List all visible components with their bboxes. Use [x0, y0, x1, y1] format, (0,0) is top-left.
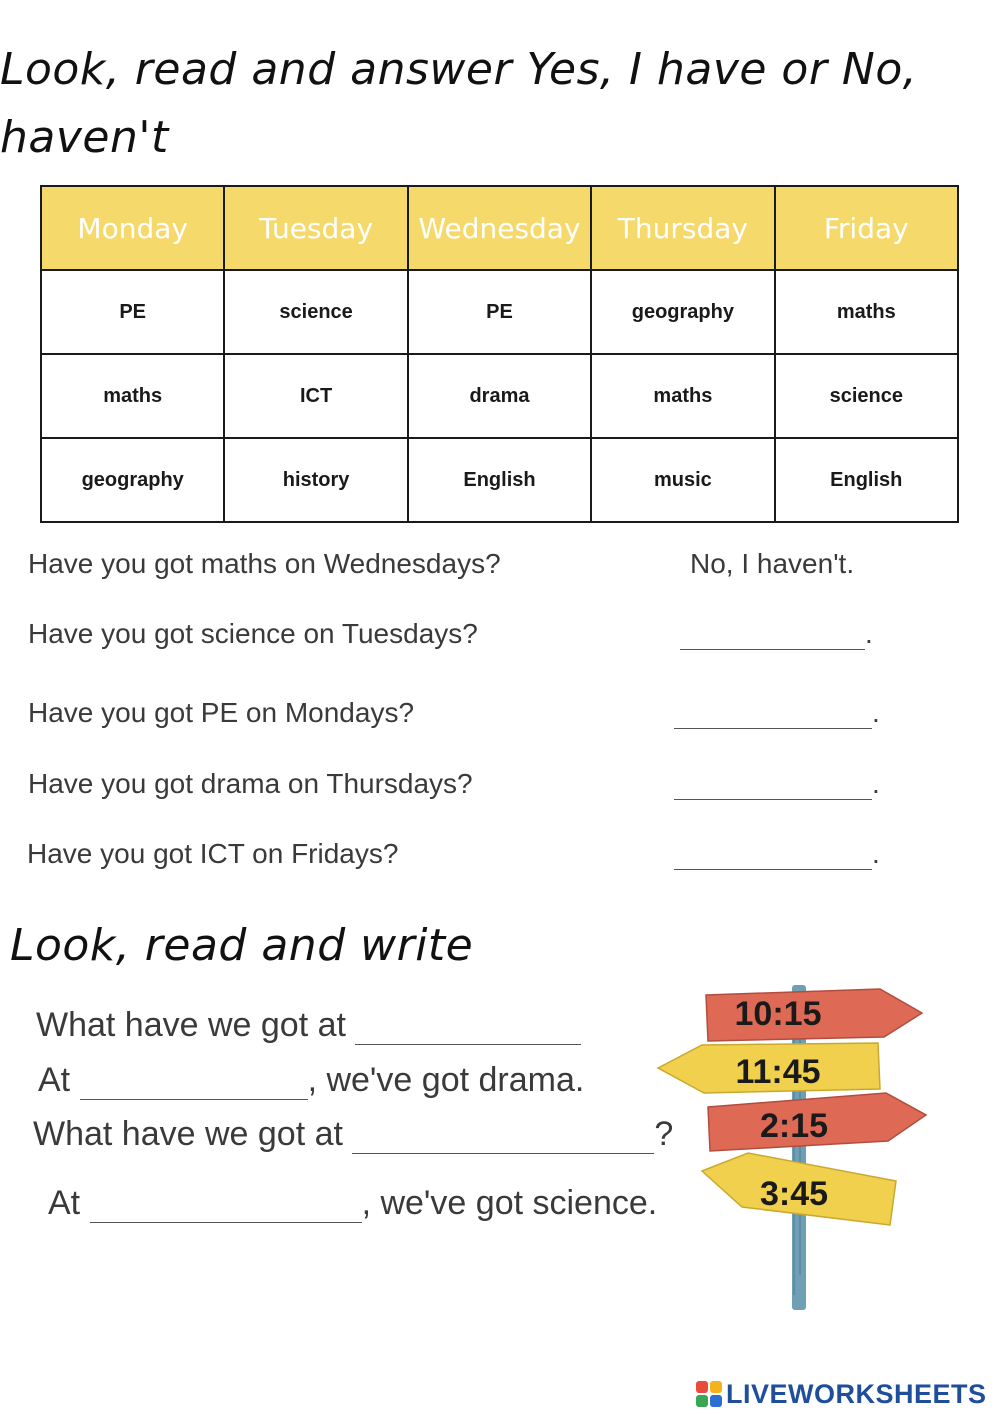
answer-field[interactable]: . [674, 697, 874, 731]
timetable-cell: maths [591, 354, 774, 438]
timetable-row [41, 438, 958, 522]
sign-time: 10:15 [734, 995, 822, 1033]
day-friday: Friday [775, 186, 958, 270]
writing-blank[interactable] [90, 1187, 362, 1223]
timetable-cell: ICT [224, 354, 407, 438]
timetable [40, 185, 959, 523]
question-row [27, 838, 907, 878]
sign-time: 3:45 [759, 1175, 829, 1213]
timetable-cell: science [224, 270, 407, 354]
timetable-cell: English [408, 438, 591, 522]
writing-text: At [38, 1061, 71, 1099]
logo-text: LIVEWORKSHEETS [726, 1378, 987, 1409]
question-row [28, 548, 908, 588]
timetable-cell: geography [41, 438, 224, 522]
writing-line-1 [36, 1006, 581, 1045]
question-row [28, 768, 908, 808]
logo-icon [696, 1381, 722, 1407]
timetable-row [41, 270, 958, 354]
timetable-cell: PE [408, 270, 591, 354]
writing-blank[interactable] [80, 1064, 308, 1100]
writing-line-2 [38, 1061, 584, 1100]
answer-field[interactable]: . [674, 768, 874, 802]
timetable-cell: English [775, 438, 958, 522]
question-text: Have you got drama on Thursdays? [28, 768, 473, 799]
writing-text: What have we got at [36, 1006, 346, 1044]
liveworksheets-logo[interactable] [696, 1378, 987, 1410]
answer-field[interactable]: . [680, 618, 880, 652]
writing-text: What have we got at [33, 1115, 343, 1153]
question-row [28, 618, 908, 658]
sign-time: 11:45 [735, 1053, 821, 1091]
writing-text: ? [654, 1115, 674, 1153]
writing-text: , we've got science. [361, 1184, 658, 1222]
answer-field[interactable]: . [674, 838, 874, 872]
writing-text: At [48, 1184, 81, 1222]
section-title: Look, read and write [10, 920, 474, 971]
answer-example: No, I haven't. [690, 548, 855, 579]
timetable-cell: history [224, 438, 407, 522]
timetable-cell: PE [41, 270, 224, 354]
signpost-illustration [650, 975, 950, 1315]
page-title: Look, read and answer Yes, I have or No, haven't [0, 44, 918, 163]
day-tuesday: Tuesday [224, 186, 407, 270]
timetable-cell: geography [591, 270, 774, 354]
day-thursday: Thursday [591, 186, 774, 270]
sign-time: 2:15 [759, 1107, 829, 1145]
timetable-cell: music [591, 438, 774, 522]
timetable-row [41, 354, 958, 438]
day-monday: Monday [41, 186, 224, 270]
timetable-cell: maths [775, 270, 958, 354]
question-text: Have you got science on Tuesdays? [28, 618, 478, 649]
writing-text: , we've got drama. [307, 1061, 585, 1099]
writing-line-4 [48, 1184, 657, 1223]
writing-blank[interactable] [355, 1009, 581, 1045]
question-text: Have you got maths on Wednesdays? [28, 548, 501, 579]
question-text: Have you got PE on Mondays? [28, 697, 415, 728]
timetable-cell: maths [41, 354, 224, 438]
writing-line-3 [33, 1115, 673, 1154]
timetable-header-row [41, 186, 958, 270]
question-row [28, 697, 908, 737]
day-wednesday: Wednesday [408, 186, 591, 270]
writing-blank[interactable] [352, 1118, 654, 1154]
timetable-cell: science [775, 354, 958, 438]
question-text: Have you got ICT on Fridays? [27, 838, 399, 869]
timetable-cell: drama [408, 354, 591, 438]
